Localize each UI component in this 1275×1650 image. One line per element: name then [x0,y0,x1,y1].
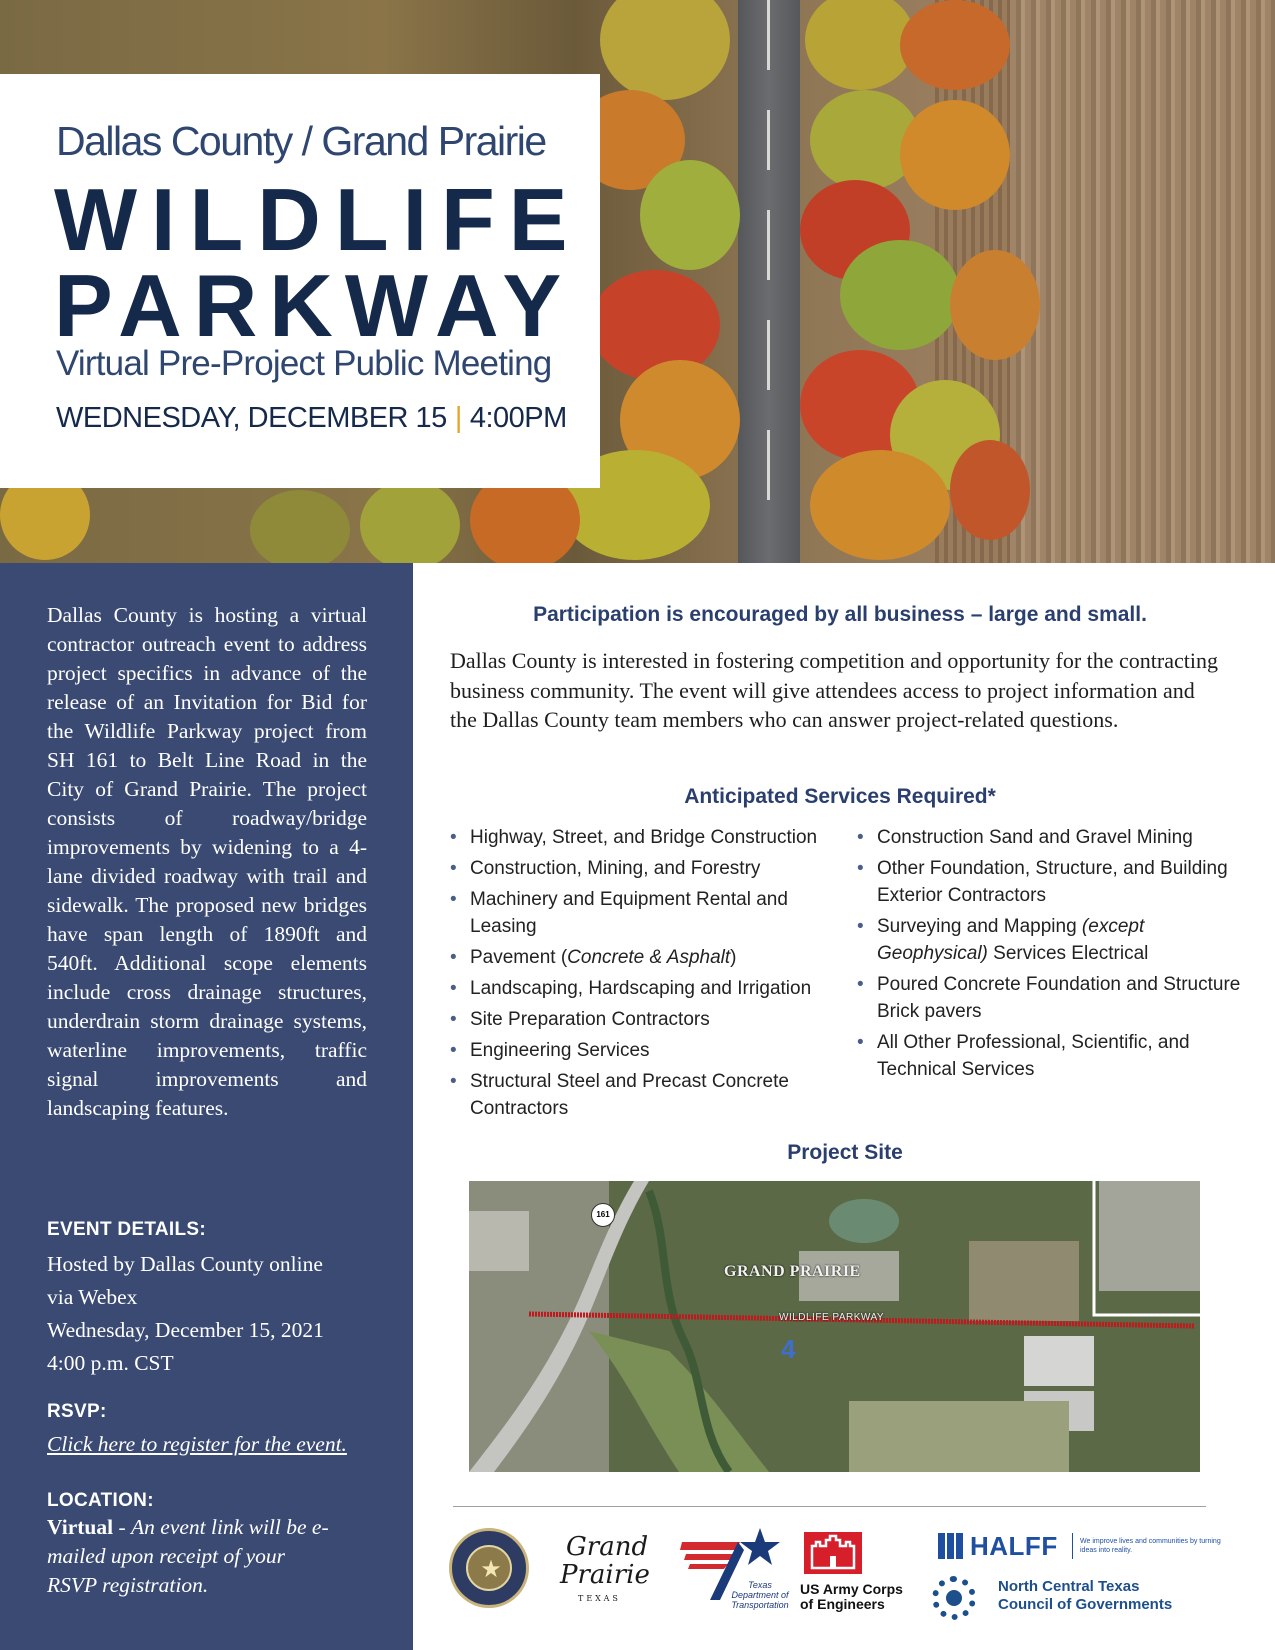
nctcog-logo [932,1576,1192,1620]
grand-prairie-logo-line1: Grand [566,1532,649,1562]
service-pavement-close: ) [730,947,737,968]
service-item [448,944,833,971]
plowed-field [1010,0,1275,563]
service-item [855,913,1255,967]
tree-canopy [810,450,950,560]
event-details [47,1248,377,1380]
gear-icon [932,1576,976,1620]
highway-161-shield: 161 [591,1203,615,1227]
seal-star-icon: ★ [480,1556,502,1583]
tree-canopy [950,250,1040,360]
event-details-heading: EVENT DETAILS: [47,1219,207,1240]
footer-divider [453,1506,1206,1507]
tree-canopy [900,0,1010,90]
service-surveying-exception: (except Geophysical) [877,916,1145,964]
service-pavement: Pavement ( [470,947,568,968]
txdot-logo-text: Texas Department of Transportation [731,1580,789,1610]
date-day: WEDNESDAY, DECEMBER 15 [56,402,447,434]
service-item: • Other Foundation, Structure, and Building Exterior Contractors [855,855,1255,909]
location-heading: LOCATION: [47,1490,154,1511]
rsvp-heading: RSVP: [47,1401,107,1422]
grand-prairie-logo [560,1532,656,1612]
road-stripe [767,320,770,390]
map-building [469,1211,529,1271]
sidebar [0,563,413,1650]
service-item: • Construction, Mining, and Forestry [448,855,833,882]
location-note: An event link will be e-mailed upon receipt of your RSVP registration. [47,1515,329,1597]
map-industrial-east [1099,1181,1200,1291]
date-time: 4:00PM [469,402,567,434]
intro-paragraph: Dallas County is hosting a virtual contractor outreach event to address project specifics in advance of the release of an Invitation for Bid for the Wildlife Parkway project from SH 161 to Belt Line Road in the City of Grand Prairie. The project consists of roadway/bridge improvements by widening to a 4-lane divided roadway with trail and sidewalk. The proposed new bridges have span length of 1890ft and 540ft. Additional scope elements include cross drainage structures, underdrain storm drainage systems, waterline improvements, traffic signal improvements and landscaping features. [47,603,367,1120]
service-item: • Highway, Street, and Bridge Construction [448,824,833,851]
road-stripe [767,110,770,170]
participation-heading: Participation is encouraged by all business – large and small. [533,603,1147,626]
halff-grid-icon [938,1533,964,1559]
usace-line1: US Army Corps [800,1581,903,1597]
service-item: • Engineering Services [448,1037,833,1064]
halff-logo [938,1531,1221,1561]
nctcog-logo-text [998,1578,1172,1614]
rsvp-block [47,1428,377,1461]
intro-description: Dallas County is interested in fostering competition and opportunity for the contracting business community. The event will give attendees access to project information and the Dallas County team members who can answer project-related questions. [450,648,1219,732]
txdot-logo [680,1528,790,1608]
usace-line2: of Engineers [800,1596,885,1612]
service-item: • Machinery and Equipment Rental and Leasing [448,886,833,940]
road-stripe [767,210,770,280]
tree-canopy [600,0,730,100]
event-time: 4:00 p.m. CST [47,1351,174,1375]
service-item: • Construction Sand and Gravel Mining [855,824,1255,851]
map-quarry [969,1241,1079,1321]
seal-center [466,1545,512,1591]
project-site-heading: Project Site [787,1141,903,1164]
services-list-left [448,824,833,1126]
service-pavement-materials: Concrete & Asphalt [567,947,731,968]
map-label-grand-prairie: GRAND PRAIRIE [724,1263,861,1280]
services-heading: Anticipated Services Required* [684,785,996,808]
service-item: • All Other Professional, Scientific, and Technical Services [855,1029,1255,1083]
date-separator: | [454,402,462,434]
grand-prairie-logo-state: TEXAS [578,1594,621,1603]
usace-logo [800,1532,903,1612]
project-site-map [469,1181,1200,1472]
halff-divider [1072,1533,1073,1559]
nctcog-line1: North Central Texas [998,1578,1140,1595]
road-stripe [767,0,770,70]
rsvp-register-link[interactable]: Click here to register for the event. [47,1432,347,1456]
map-label-wildlife-parkway: WILDLIFE PARKWAY [779,1312,885,1323]
services-list-right [855,824,1255,1087]
halff-name: HALFF [970,1531,1058,1561]
title-parkway: PARKWAY [54,256,574,355]
grand-prairie-logo-line2: Prairie [560,1560,650,1590]
county-line: Dallas County / Grand Prairie [56,118,546,164]
dallas-county-seal-logo [449,1528,529,1608]
map-graphic [469,1181,1200,1472]
location-text [47,1513,337,1600]
service-item: • Structural Steel and Precast Concrete Contractors [448,1068,833,1122]
location-virtual: Virtual [47,1515,114,1539]
event-host: Hosted by Dallas County online [47,1252,323,1276]
map-label-route-number: 4 [781,1334,796,1364]
title-box [0,74,600,488]
service-item: • Landscaping, Hardscaping and Irrigation [448,975,833,1002]
tree-canopy [360,480,460,563]
tree-canopy [950,440,1030,540]
halff-tagline: We improve lives and communities by turning ideas into reality. [1080,1538,1221,1554]
service-electrical: Services Electrical [987,943,1149,964]
road-stripe [767,430,770,500]
tree-canopy [840,240,960,350]
event-date: Wednesday, December 15, 2021 [47,1318,324,1342]
service-item: • Poured Concrete Foundation and Structure Brick pavers [855,971,1255,1025]
tree-canopy [640,160,740,270]
tree-canopy [250,490,350,563]
map-pond [829,1199,899,1243]
title-wildlife: WILDLIFE [54,170,582,269]
map-field-south [849,1401,1069,1472]
tree-canopy [900,100,1010,210]
tree-canopy [805,0,915,90]
location-dash: - [113,1515,132,1539]
nctcog-line2: Council of Governments [998,1596,1173,1613]
meeting-date [56,402,567,435]
event-platform: via Webex [47,1285,138,1309]
map-warehouse [1024,1336,1094,1386]
usace-castle-icon [804,1532,862,1574]
service-surveying: Surveying and Mapping [877,916,1082,937]
usace-logo-text [800,1582,903,1612]
service-item: • Site Preparation Contractors [448,1006,833,1033]
meeting-subtitle: Virtual Pre-Project Public Meeting [56,344,552,383]
